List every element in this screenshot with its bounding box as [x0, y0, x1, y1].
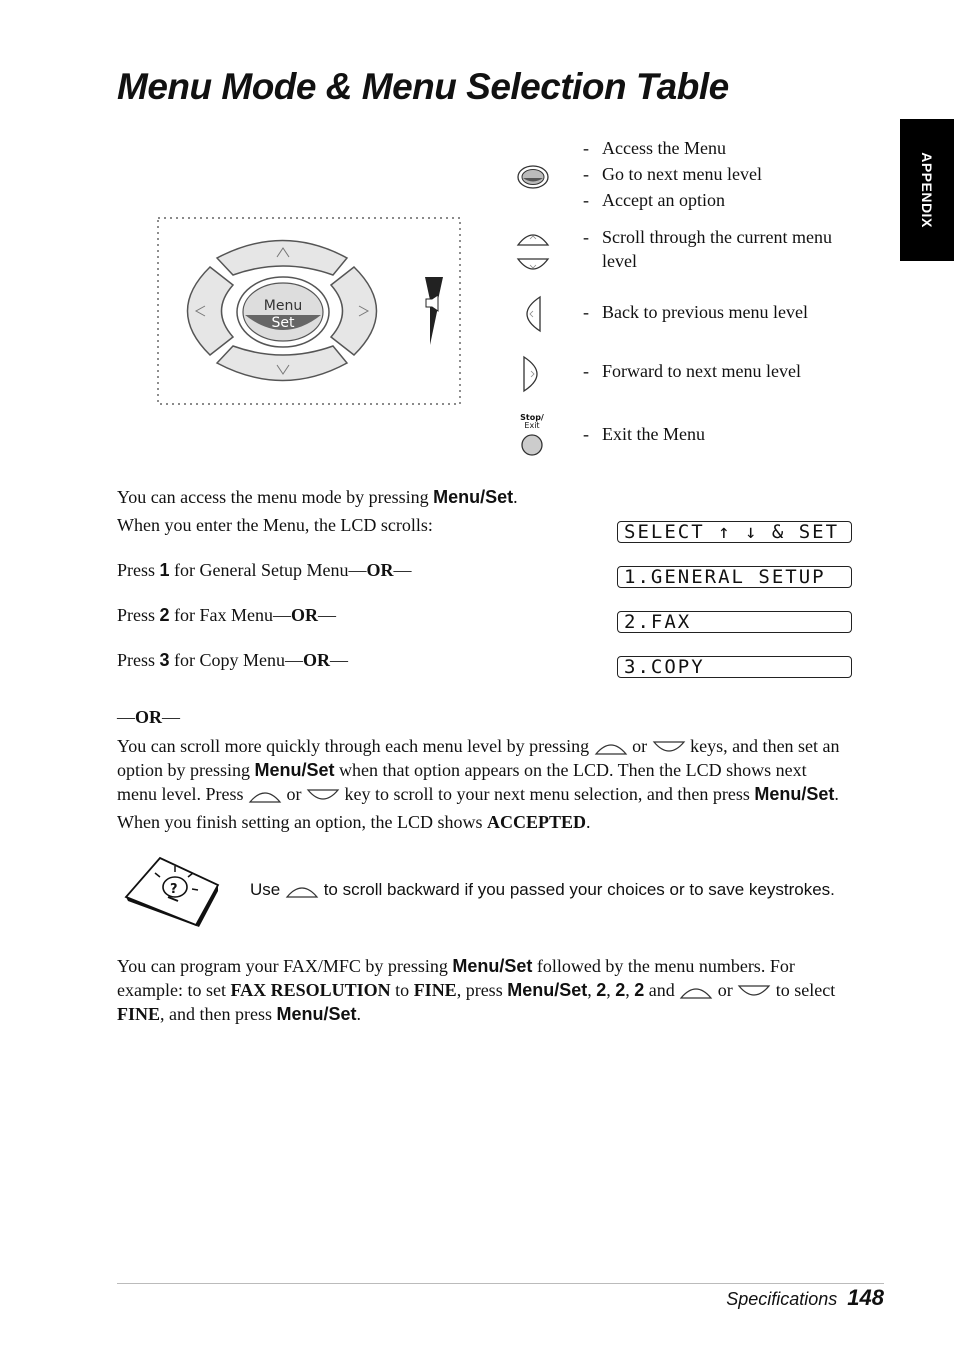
scroll-up-key-icon [594, 738, 628, 758]
stop-exit-key-icon [520, 433, 544, 457]
intro-line-2: When you enter the Menu, the LCD scrolls: [117, 515, 433, 535]
description-item: - Go to next menu level [583, 164, 762, 184]
description-item: - Access the Menu [583, 138, 726, 158]
scroll-paragraph-line-2: option by pressing Menu/Set when that option appears on the LCD. Then the LCD shows next [117, 760, 807, 780]
intro-line-1: You can access the menu mode by pressing Menu/Set. [117, 487, 518, 507]
menu-set-descriptions [583, 135, 762, 213]
scroll-up-key-icon [285, 881, 319, 901]
forward-description: - Forward to next menu level [583, 361, 801, 381]
keypad-left-key [188, 267, 234, 355]
scroll-up-key-icon [516, 229, 550, 249]
scroll-paragraph-line-1: You can scroll more quickly through each menu level by pressing or keys, and then set an [117, 736, 840, 756]
lcd-general-setup-display: 1.GENERAL SETUP [617, 566, 852, 588]
footer-rule [117, 1283, 884, 1284]
scroll-down-key-icon [516, 255, 550, 275]
scroll-paragraph-line-4: When you finish setting an option, the LCD shows ACCEPTED. [117, 812, 591, 832]
keypad-menu-label: Menu [263, 298, 303, 314]
exit-label: Exit [524, 421, 540, 430]
forward-key-icon [520, 355, 544, 393]
press-2-line: Press 2 for Fax Menu—OR— [117, 605, 337, 625]
scroll-paragraph-line-3: menu level. Press or key to scroll to your next menu selection, and then press Menu/Set. [117, 784, 839, 804]
appendix-tab [900, 119, 954, 261]
stop-label: Stop/ [520, 413, 544, 422]
tip-note-icon [120, 855, 220, 927]
lcd-select-display: SELECT ↑ ↓ & SET [617, 521, 852, 543]
scroll-down-key-icon [737, 982, 771, 1002]
stop-exit-label [512, 414, 552, 430]
scroll-down-key-icon [306, 786, 340, 806]
page-title: Menu Mode & Menu Selection Table [117, 66, 729, 107]
or-separator: —OR— [117, 707, 180, 727]
footer [726, 1285, 884, 1311]
press-1-line: Press 1 for General Setup Menu—OR— [117, 560, 412, 580]
scroll-down-key-icon [652, 738, 686, 758]
page-number: 148 [847, 1285, 884, 1310]
keypad-down-key [217, 346, 347, 381]
program-paragraph-line-3: FINE, and then press Menu/Set. [117, 1004, 362, 1024]
program-paragraph-line-2: example: to set FAX RESOLUTION to FINE, press Menu/Set, 2, 2, 2 and or to select [117, 980, 836, 1000]
description-item: - Accept an option [583, 190, 725, 210]
tip-note-text: Use to scroll backward if you passed your choices or to save keystrokes. [250, 880, 835, 899]
volume-slider [425, 277, 443, 345]
stop-description: - Exit the Menu [583, 424, 705, 444]
footer-section: Specifications [726, 1289, 838, 1309]
keypad-up-key [217, 241, 347, 276]
menu-set-key-icon [516, 163, 550, 191]
navigation-keypad-illustration [155, 215, 465, 410]
scroll-description: - Scroll through the current menu level [583, 227, 832, 271]
program-paragraph-line-1: You can program your FAX/MFC by pressing Menu/Set followed by the menu numbers. For [117, 956, 795, 976]
keypad-set-label: Set [271, 315, 295, 331]
back-key-icon [520, 295, 544, 333]
lcd-copy-display: 3.COPY [617, 656, 852, 678]
keypad-right-key [331, 267, 377, 355]
svg-text:?: ? [170, 882, 178, 897]
appendix-tab-label: APPENDIX [919, 152, 935, 228]
back-description: - Back to previous menu level [583, 302, 808, 322]
lcd-fax-display: 2.FAX [617, 611, 852, 633]
scroll-up-key-icon [248, 786, 282, 806]
scroll-up-key-icon [679, 982, 713, 1002]
press-3-line: Press 3 for Copy Menu—OR— [117, 650, 349, 670]
